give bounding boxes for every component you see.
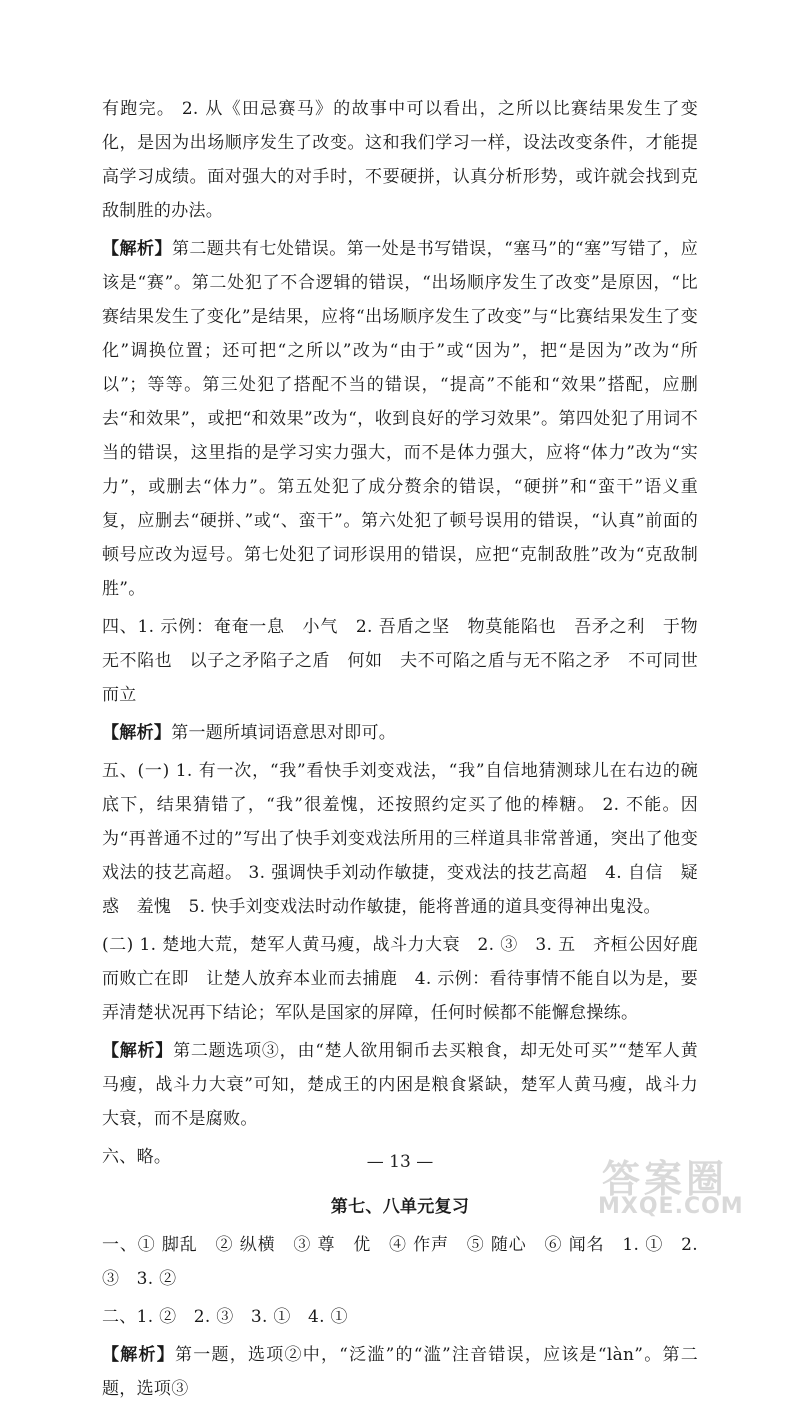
section-five-part-two: (二) 1. 楚地大荒，楚军人黄马瘦，战斗力大衰 2. ③ 3. 五 齐桓公因好鹿而败亡在即 让楚人放弃本业而去捕鹿 4. 示例：看待事情不能自以为是，要弄清楚状况再下结论；军队是国家的屏障，任何时候都不能懈怠操练。 xyxy=(102,935,698,1023)
review-section-one: 一、① 脚乱 ② 纵横 ③ 尊 优 ④ 作声 ⑤ 随心 ⑥ 闻名 1. ① 2. ③ 3. ② xyxy=(102,1235,698,1289)
watermark-url: MXQE.COM xyxy=(598,1194,744,1219)
analysis-tag: 【解析】 xyxy=(102,239,172,259)
analysis-text: 第一题所填词语意思对即可。 xyxy=(171,723,397,743)
page-number: — 13 — xyxy=(366,1152,434,1172)
analysis-paragraph-3 xyxy=(102,1034,698,1136)
analysis-tag: 【解析】 xyxy=(102,1041,174,1061)
watermark-logo xyxy=(588,1148,788,1228)
analysis-text: 第一题，选项②中，“泛滥”的“滥”注音错误，应该是“làn”。第二题，选项③ xyxy=(102,1345,698,1399)
analysis-text: 第二题共有七处错误。第一处是书写错误，“塞马”的“塞”写错了，应该是“赛”。第二处犯了不合逻辑的错误，“出场顺序发生了改变”是原因，“比赛结果发生了变化”是结果，应将“出场顺序发生了改变”与“比赛结果发生了变化”调换位置；还可把“之所以”改为“由于”或“因为”，把“是因为”改为“所以”；等等。第三处犯了搭配不当的错误，“提高”不能和“效果”搭配，应删去“和效果”，或把“和效果”改为“，收到良好的学习效果”。第四处犯了用词不当的错误，这里指的是学习实力强大，而不是体力强大，应将“体力”改为“实力”，或删去“体力”。第五处犯了成分赘余的错误，“硬拼”和“蛮干”语义重复，应删去“硬拼、”或“、蛮干”。第六处犯了顿号误用的错误，“认真”前面的顿号应改为逗号。第七处犯了词形误用的错误，应把“克制敌胜”改为“克敌制胜”。 xyxy=(102,239,698,599)
analysis-paragraph-1 xyxy=(102,232,698,606)
analysis-paragraph-4 xyxy=(102,1338,698,1406)
analysis-tag: 【解析】 xyxy=(102,1345,175,1365)
analysis-paragraph-2 xyxy=(102,716,698,750)
section-six: 六、略。 xyxy=(102,1147,172,1167)
section-five-part-one: 五、(一) 1. 有一次，“我”看快手刘变戏法，“我”自信地猜测球儿在右边的碗底下，结果猜错了，“我”很羞愧，还按照约定买了他的棒糖。 2. 不能。因为“再普通不过的”写出了快手刘变戏法所用的三样道具非常普通，突出了他变戏法的技艺高超。 3. 强调快手刘动作敏捷，变戏法的技艺高超 4. 自信 疑惑 羞愧 5. 快手刘变戏法时动作敏捷，能将普通的道具变得神出鬼没。 xyxy=(102,761,698,917)
paragraph-answer-continuation: 有跑完。 2. 从《田忌赛马》的故事中可以看出，之所以比赛结果发生了变化，是因为出场顺序发生了改变。这和我们学习一样，设法改变条件，才能提高学习成绩。面对强大的对手时，不要硬拼，认真分析形势，或许就会找到克敌制胜的办法。 xyxy=(102,99,698,221)
section-four-answers: 四、1. 示例：奄奄一息 小气 2. 吾盾之坚 物莫能陷也 吾矛之利 于物无不陷也 以子之矛陷子之盾 何如 夫不可陷之盾与无不陷之矛 不可同世而立 xyxy=(102,617,698,705)
analysis-tag: 【解析】 xyxy=(102,723,172,743)
analysis-text: 第二题选项③，由“楚人欲用铜币去买粮食，却无处可买”“楚军人黄马瘦，战斗力大衰”可知，楚成王的内困是粮食紧缺，楚军人黄马瘦，战斗力大衰，而不是腐败。 xyxy=(102,1041,699,1129)
watermark-text: 答案圈 xyxy=(602,1157,729,1201)
section-heading: 第七、八单元复习 xyxy=(330,1197,470,1217)
review-section-two: 二、1. ② 2. ③ 3. ① 4. ① xyxy=(102,1307,348,1327)
